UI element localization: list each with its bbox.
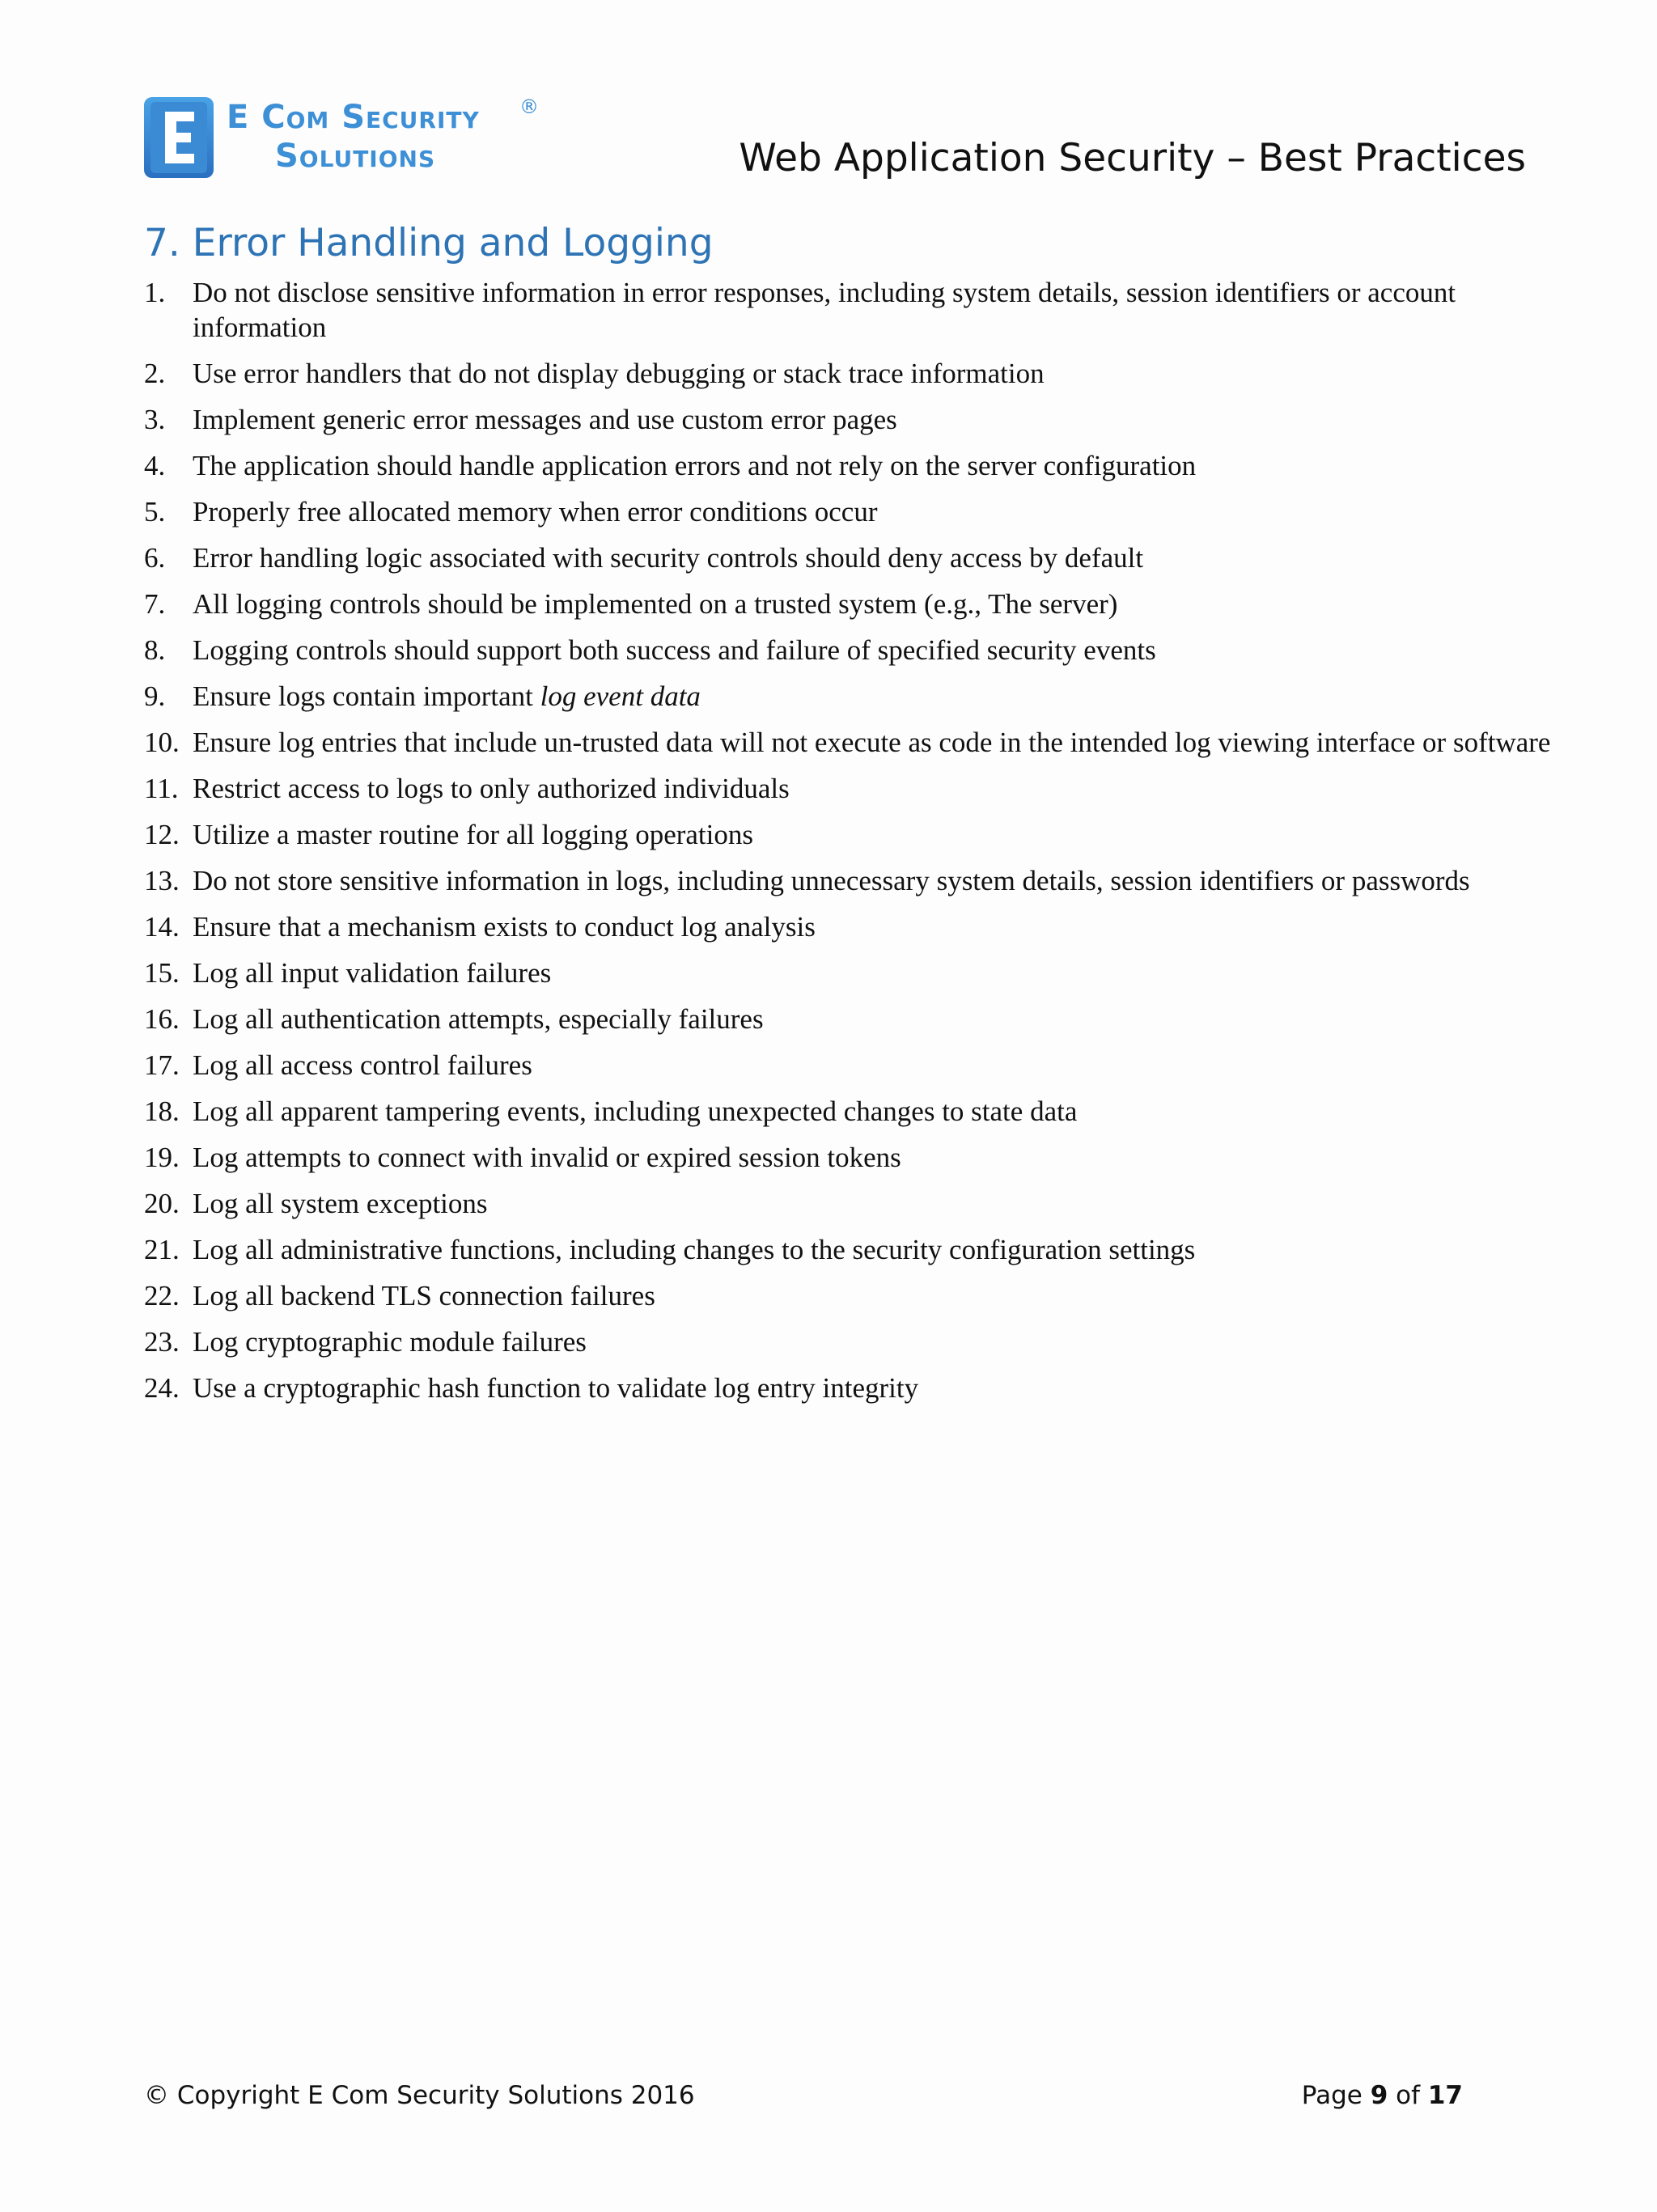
list-item-text (193, 1326, 587, 1358)
list-item-text (193, 773, 790, 804)
list-item (144, 1371, 1552, 1405)
list-item (144, 356, 1552, 391)
list-item-text-main: Implement generic error messages and use custom error pages (193, 404, 897, 435)
list-item-number: 22. (144, 1280, 180, 1312)
company-logo (144, 95, 565, 184)
list-item-text (193, 865, 1470, 896)
list-item-text-main: Logging controls should support both success and failure of specified security events (193, 634, 1156, 666)
list-item-number: 16. (144, 1003, 180, 1035)
list-item-text-main: Log all system exceptions (193, 1188, 488, 1219)
list-item (144, 402, 1552, 437)
list-item-text-main: All logging controls should be implemented on a trusted system (e.g., The server) (193, 588, 1118, 620)
list-item-text-main: Do not store sensitive information in logs, including unnecessary system details, session identifiers or passwords (193, 865, 1470, 896)
list-item-text-main: Log all input validation failures (193, 957, 552, 989)
list-item-text-main: Ensure log entries that include un-trusted data will not execute as code in the intended log viewing interface or software (193, 727, 1551, 758)
list-item-text-main: Do not disclose sensitive information in error responses, including system details, session identifiers or account information (193, 277, 1456, 343)
list-item-number: 8. (144, 634, 166, 666)
page-of: of (1388, 2081, 1428, 2110)
list-item (144, 1140, 1552, 1175)
list-item (144, 1048, 1552, 1083)
list-item-text-main: Properly free allocated memory when error conditions occur (193, 496, 878, 528)
list-item-text (193, 1095, 1077, 1127)
list-item (144, 275, 1552, 345)
list-item-text-main: Log all apparent tampering events, including unexpected changes to state data (193, 1095, 1078, 1127)
list-item-text (193, 727, 1550, 758)
list-item (144, 909, 1552, 944)
page-current: 9 (1370, 2081, 1388, 2110)
list-item-text (193, 277, 1456, 343)
list-item-text (193, 358, 1045, 389)
list-item-text (193, 1234, 1195, 1265)
list-item (144, 679, 1552, 714)
list-item-text-main: The application should handle application errors and not rely on the server configuration (193, 450, 1197, 481)
list-item-text-main: Utilize a master routine for all logging operations (193, 819, 753, 850)
list-item-text (193, 1188, 488, 1219)
list-item-text (193, 819, 753, 850)
list-item-text-main: Log all administrative functions, including changes to the security configuration settings (193, 1234, 1196, 1265)
list-item (144, 540, 1552, 575)
logo-line-1: E Com Security (227, 99, 480, 136)
list-item-number: 3. (144, 404, 166, 435)
list-item-number: 1. (144, 277, 166, 308)
list-item-number: 5. (144, 496, 166, 528)
list-item-text-main: Log all access control failures (193, 1049, 532, 1081)
practice-list (144, 275, 1552, 1417)
list-item (144, 494, 1552, 529)
list-item-number: 10. (144, 727, 180, 758)
list-item-text (193, 1049, 532, 1081)
list-item-number: 13. (144, 865, 180, 896)
list-item-text (193, 1003, 764, 1035)
page-prefix: Page (1301, 2081, 1371, 2110)
list-item (144, 448, 1552, 483)
list-item-text (193, 496, 877, 528)
section-heading: 7. Error Handling and Logging (144, 221, 714, 265)
list-item (144, 1278, 1552, 1313)
logo-wordmark (227, 95, 566, 184)
list-item-text (193, 911, 816, 943)
list-item (144, 1186, 1552, 1221)
list-item-emphasis: log event data (540, 680, 701, 712)
list-item (144, 817, 1552, 852)
list-item-text (193, 1142, 901, 1173)
list-item-text-main: Log attempts to connect with invalid or expired session tokens (193, 1142, 901, 1173)
list-item-number: 9. (144, 680, 166, 712)
registered-mark: ® (519, 95, 540, 118)
list-item-text (193, 957, 551, 989)
list-item-text-main: Error handling logic associated with security controls should deny access by default (193, 542, 1144, 574)
list-item-number: 14. (144, 911, 180, 943)
list-item-number: 15. (144, 957, 180, 989)
logo-e-icon (144, 97, 214, 178)
list-item-text (193, 404, 897, 435)
list-item-number: 7. (144, 588, 166, 620)
list-item (144, 956, 1552, 990)
list-item-number: 17. (144, 1049, 180, 1081)
list-item (144, 587, 1552, 621)
list-item-number: 18. (144, 1095, 180, 1127)
list-item-text-main: Restrict access to logs to only authorized individuals (193, 773, 790, 804)
list-item-text (193, 450, 1196, 481)
document-title: Web Application Security – Best Practices (739, 136, 1526, 180)
list-item (144, 1002, 1552, 1036)
list-item-number: 12. (144, 819, 180, 850)
list-item-text (193, 1372, 918, 1404)
list-item-text-main: Ensure that a mechanism exists to conduct log analysis (193, 911, 816, 943)
list-item (144, 1232, 1552, 1267)
list-item (144, 771, 1552, 806)
list-item-number: 2. (144, 358, 166, 389)
list-item-number: 6. (144, 542, 166, 574)
logo-line-2: Solutions (275, 138, 436, 175)
list-item-text (193, 634, 1156, 666)
list-item (144, 633, 1552, 667)
list-item-text (193, 588, 1117, 620)
list-item-text (193, 680, 701, 712)
list-item (144, 1324, 1552, 1359)
list-item-number: 23. (144, 1326, 180, 1358)
list-item-text (193, 1280, 655, 1312)
page-total: 17 (1427, 2081, 1463, 2110)
footer-page-number (1302, 2081, 1463, 2110)
list-item-text-main: Log all authentication attempts, especially failures (193, 1003, 764, 1035)
list-item-number: 19. (144, 1142, 180, 1173)
list-item-number: 24. (144, 1372, 180, 1404)
list-item-number: 20. (144, 1188, 180, 1219)
list-item-number: 4. (144, 450, 166, 481)
list-item-text-main: Log all backend TLS connection failures (193, 1280, 655, 1312)
list-item (144, 725, 1552, 760)
list-item (144, 1094, 1552, 1129)
list-item (144, 863, 1552, 898)
list-item-number: 11. (144, 773, 179, 804)
footer-copyright: © Copyright E Com Security Solutions 2016 (144, 2081, 695, 2110)
list-item-text-main: Use error handlers that do not display debugging or stack trace information (193, 358, 1045, 389)
list-item-text-main: Log cryptographic module failures (193, 1326, 587, 1358)
list-item-text-main: Use a cryptographic hash function to validate log entry integrity (193, 1372, 919, 1404)
list-item-text (193, 542, 1143, 574)
list-item-text-main: Ensure logs contain important (193, 680, 540, 712)
list-item-number: 21. (144, 1234, 180, 1265)
